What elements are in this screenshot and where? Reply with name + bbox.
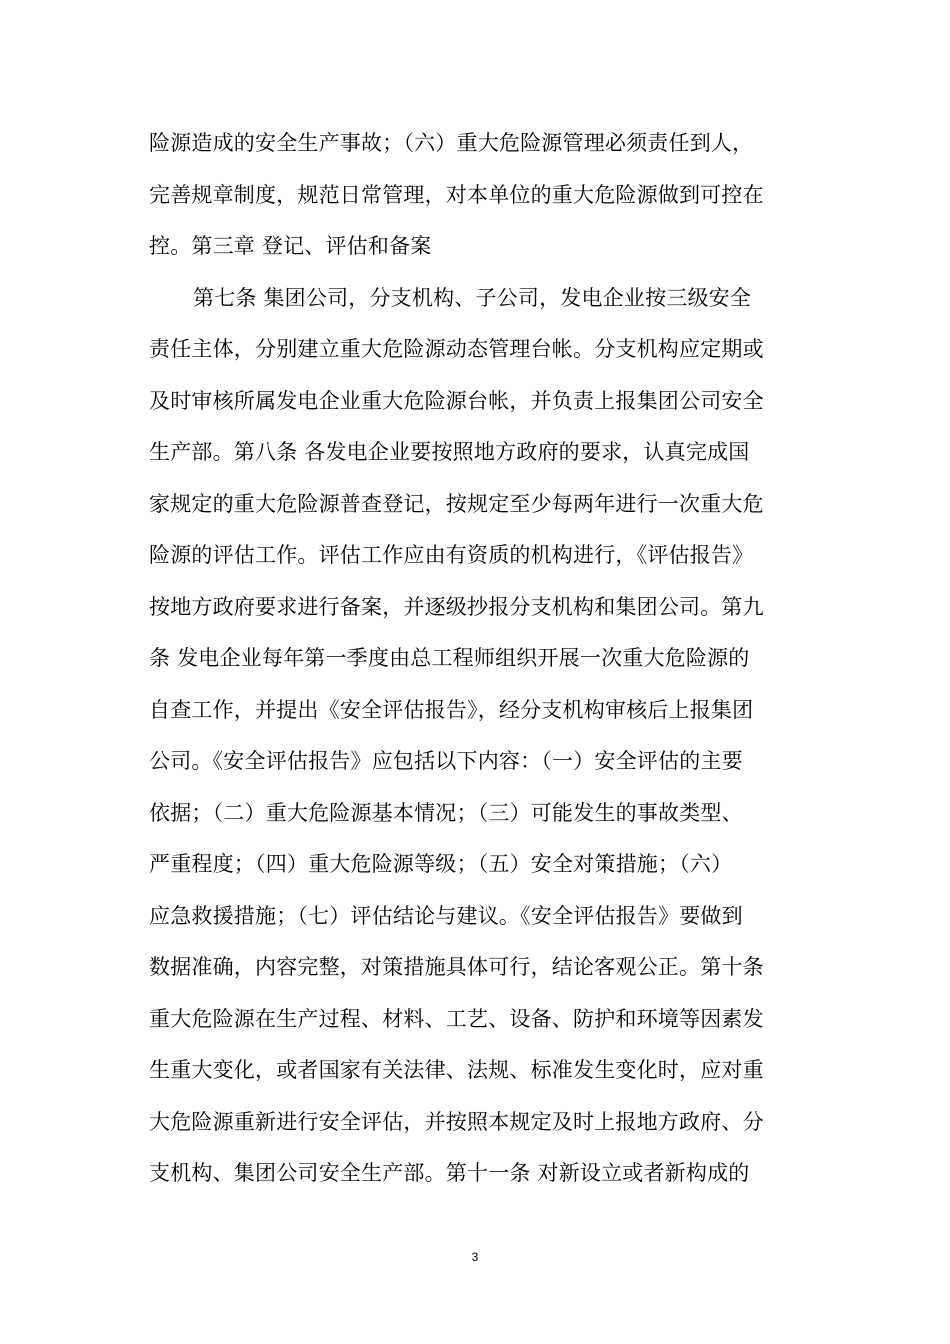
text-line: 大危险源重新进行安全评估，并按照本规定及时上报地方政府、分 [149,1109,764,1134]
text-line: 完善规章制度，规范日常管理，对本单位的重大危险源做到可控在 [149,182,764,207]
text-line: 第七条 集团公司，分支机构、子公司，发电企业按三级安全 [193,285,752,310]
text-line: 公司。《安全评估报告》应包括以下内容：（一）安全评估的主要 [149,749,743,773]
text-line: 生重大变化，或者国家有关法律、法规、标准发生变化时，应对重 [149,1058,764,1082]
text-line: 家规定的重大危险源普查登记，按规定至少每两年进行一次重大危 [149,491,764,516]
text-line: 严重程度；（四）重大危险源等级；（五）安全对策措施；（六） [149,852,733,876]
text-line: 按地方政府要求进行备案，并逐级抄报分支机构和集团公司。第九 [149,594,764,619]
text-line: 责任主体，分别建立重大危险源动态管理台帐。分支机构应定期或 [149,337,764,361]
text-line: 险源的评估工作。评估工作应由有资质的机构进行，《评估报告》 [149,543,754,567]
text-line: 生产部。第八条 各发电企业要按照地方政府的要求，认真完成国 [149,440,750,464]
text-line: 条 发电企业每年第一季度由总工程师组织开展一次重大危险源的 [149,646,750,670]
text-line: 险源造成的安全生产事故；（六）重大危险源管理必须责任到人， [149,131,754,155]
text-line: 依据；（二）重大危险源基本情况；（三）可能发生的事故类型、 [149,800,743,825]
text-line: 控。第三章 登记、评估和备案 [149,234,432,258]
text-line: 数据准确，内容完整，对策措施具体可行，结论客观公正。第十条 [149,955,764,979]
text-line: 重大危险源在生产过程、材料、工艺、设备、防护和环境等因素发 [149,1006,764,1031]
body-text [149,118,809,1200]
text-line: 自查工作，并提出《安全评估报告》，经分支机构审核后上报集团 [149,697,754,722]
text-line: 支机构、集团公司安全生产部。第十一条 对新设立或者新构成的 [149,1161,750,1185]
page-number: 3 [471,1250,479,1264]
text-line: 及时审核所属发电企业重大危险源台帐，并负责上报集团公司安全 [149,388,764,413]
text-line: 应急救援措施；（七）评估结论与建议。《安全评估报告》要做到 [149,903,743,928]
